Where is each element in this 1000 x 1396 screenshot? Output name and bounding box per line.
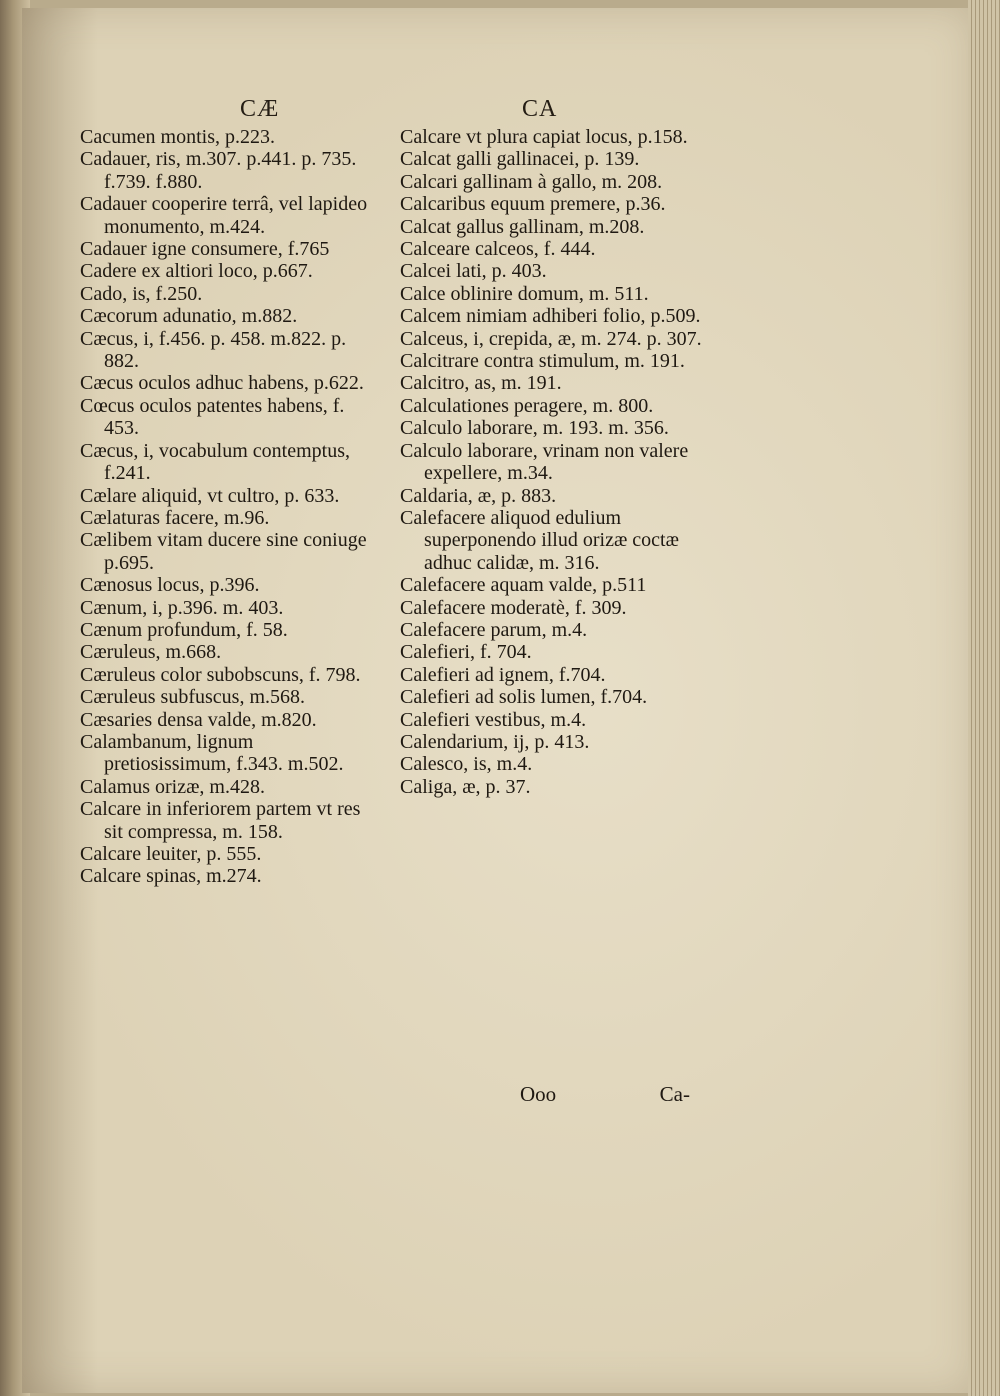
index-entry: Calamus orizæ, m.428. bbox=[80, 775, 265, 798]
index-entry: Calefieri ad solis lumen, f.704. bbox=[400, 686, 648, 709]
index-entry: Calcitro, as, m. 191. bbox=[400, 372, 562, 395]
index-entry: Cælibem vitam ducere sine coniuge p.695. bbox=[80, 529, 367, 574]
index-entry: Cadauer igne consumere, f.765 bbox=[80, 238, 330, 261]
page-footer bbox=[520, 1082, 690, 1107]
index-entry: Calefacere aliquod edulium superponendo illud orizæ coctæ adhuc calidæ, m. 316. bbox=[400, 506, 679, 574]
header-right: CA bbox=[522, 96, 558, 122]
index-entry: Cæruleus subfuscus, m.568. bbox=[80, 686, 305, 709]
index-entry: Cæruleus color subobscuns, f. 798. bbox=[80, 663, 361, 686]
index-entry: Calcat gallus gallinam, m.208. bbox=[400, 215, 645, 238]
index-entry: Cænum, i, p.396. m. 403. bbox=[80, 596, 284, 619]
index-entry: Calcei lati, p. 403. bbox=[400, 260, 547, 283]
index-entry: Calculo laborare, vrinam non valere expellere, m.34. bbox=[400, 439, 689, 485]
catchword: Ca- bbox=[659, 1082, 690, 1106]
index-entry: Calefieri vestibus, m.4. bbox=[400, 708, 587, 731]
index-entry: Cacumen montis, p.223. bbox=[80, 126, 275, 148]
index-entry: Calculationes peragere, m. 800. bbox=[400, 394, 654, 417]
index-entry: Cadauer cooperire terrâ, vel lapideo monumento, m.424. bbox=[80, 193, 368, 238]
index-entry: Calcem nimiam adhiberi folio, p.509. bbox=[400, 305, 701, 328]
index-entry: Cæruleus, m.668. bbox=[80, 641, 222, 664]
index-entry: Cadere ex altiori loco, p.667. bbox=[80, 260, 313, 283]
index-entry: Cælaturas facere, m.96. bbox=[80, 506, 270, 529]
index-entry: Calefacere parum, m.4. bbox=[400, 618, 588, 641]
index-entry: Cænosus locus, p.396. bbox=[80, 574, 260, 597]
index-entry: Cadauer, ris, m.307. p.441. p. 735. f.739. f.880. bbox=[80, 148, 357, 193]
index-entry: Calcare leuiter, p. 555. bbox=[80, 843, 262, 865]
index-entry: Caliga, æ, p. 37. bbox=[400, 775, 531, 798]
index-entry: Cœcus oculos patentes habens, f. 453. bbox=[80, 394, 345, 440]
index-entry: Cæcus oculos adhuc habens, p.622. bbox=[80, 372, 364, 395]
right-column bbox=[400, 126, 710, 798]
index-entry: Calendarium, ij, p. 413. bbox=[400, 730, 590, 753]
index-entry: Calefacere moderatè, f. 309. bbox=[400, 596, 627, 619]
index-entry: Caldaria, æ, p. 883. bbox=[400, 484, 557, 507]
index-entry: Calambanum, lignum pretiosissimum, f.343. m.502. bbox=[80, 730, 344, 776]
index-entry: Calceus, i, crepida, æ, m. 274. p. 307. bbox=[400, 327, 702, 350]
index-entry: Cæcus, i, vocabulum contemptus, f.241. bbox=[80, 439, 350, 485]
index-entry: Cæcus, i, f.456. p. 458. m.822. p. 882. bbox=[80, 327, 347, 373]
index-entry: Cælare aliquid, vt cultro, p. 633. bbox=[80, 484, 340, 507]
index-entry: Calculo laborare, m. 193. m. 356. bbox=[400, 417, 669, 440]
signature-mark: Ooo bbox=[520, 1082, 557, 1106]
index-entry: Calcaribus equum premere, p.36. bbox=[400, 193, 666, 216]
index-entry: Calcare spinas, m.274. bbox=[80, 865, 262, 888]
index-entry: Calcitrare contra stimulum, m. 191. bbox=[400, 350, 685, 373]
index-entry: Calcare vt plura capiat locus, p.158. bbox=[400, 126, 688, 148]
index-entry: Calcari gallinam à gallo, m. 208. bbox=[400, 170, 663, 193]
index-entry: Calefieri ad ignem, f.704. bbox=[400, 663, 606, 686]
header-left: CÆ bbox=[240, 96, 280, 122]
left-column bbox=[80, 126, 380, 888]
index-entry: Calcat galli gallinacei, p. 139. bbox=[400, 148, 640, 171]
index-entry: Calefieri, f. 704. bbox=[400, 641, 532, 664]
page-edges bbox=[968, 0, 1000, 1396]
index-entry: Cæsaries densa valde, m.820. bbox=[80, 708, 317, 731]
index-entry: Cado, is, f.250. bbox=[80, 282, 203, 305]
index-entry: Cænum profundum, f. 58. bbox=[80, 618, 288, 641]
index-entry: Calce oblinire domum, m. 511. bbox=[400, 282, 649, 305]
index-entry: Calesco, is, m.4. bbox=[400, 753, 533, 776]
index-entry: Cæcorum adunatio, m.882. bbox=[80, 305, 298, 328]
index-entry: Calcare in inferiorem partem vt res sit compressa, m. 158. bbox=[80, 798, 361, 843]
index-entry: Calceare calceos, f. 444. bbox=[400, 238, 596, 261]
index-entry: Calefacere aquam valde, p.511 bbox=[400, 574, 647, 597]
